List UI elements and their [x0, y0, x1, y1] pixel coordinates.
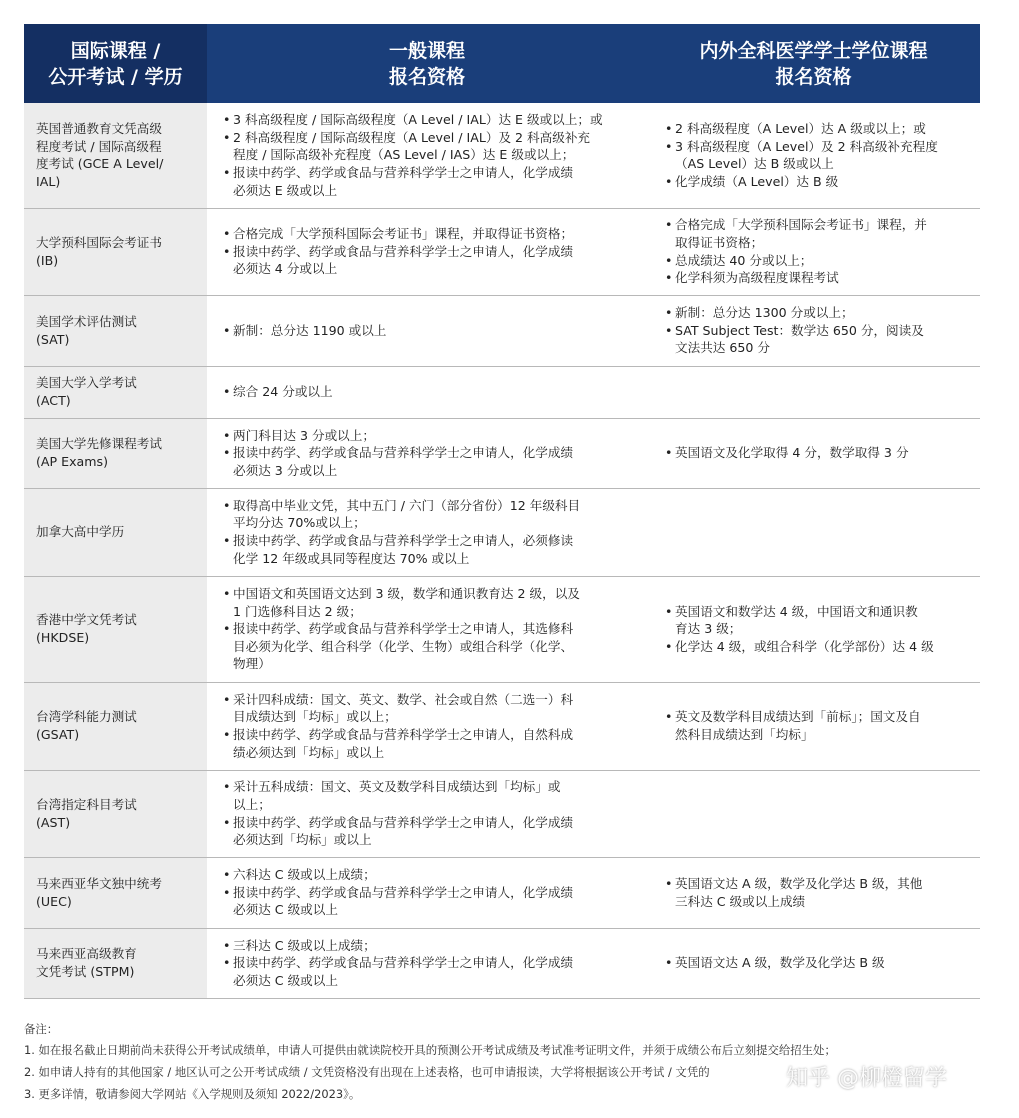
mbbs-requirements-cell	[647, 576, 980, 682]
requirement-item: • 报读中药学、药学或食品与营养科学学士之申请人，化学成绩 必须达 E 级或以上	[223, 164, 641, 199]
table-row	[24, 928, 980, 998]
requirement-item: • 英国语文和数学达 4 级，中国语文和通识教 育达 3 级；	[665, 603, 974, 638]
table-row	[24, 208, 980, 295]
requirement-item: • 英国语文达 A 级，数学及化学达 B 级，其他 三科达 C 级或以上成绩	[665, 875, 974, 910]
mbbs-requirements-cell	[647, 857, 980, 928]
requirement-item: • 报读中药学、药学或食品与营养科学学士之申请人，其选修科 目必须为化学、组合科学（化学、生物）或组合科学（化学、 物理）	[223, 620, 641, 673]
general-requirements-cell	[207, 576, 647, 682]
table-row	[24, 366, 980, 418]
requirements-table	[24, 24, 980, 999]
requirement-item: • 英文及数学科目成绩达到「前标」；国文及自 然科目成绩达到「均标」	[665, 708, 974, 743]
general-requirements-list	[223, 427, 641, 480]
row-label: 台湾指定科目考试 (AST)	[36, 796, 137, 830]
requirement-item: • 采计四科成绩：国文、英文、数学、社会或自然（二选一）科 目成绩达到「均标」或以上；	[223, 691, 641, 726]
requirement-item: • 报读中药学、药学或食品与营养科学学士之申请人，化学成绩 必须达 C 级或以上	[223, 954, 641, 989]
mbbs-requirements-cell	[647, 770, 980, 857]
requirement-item: • 总成绩达 40 分或以上；	[665, 252, 974, 270]
general-requirements-list	[223, 497, 641, 567]
requirement-item: • 新制：总分达 1300 分或以上；	[665, 304, 974, 322]
general-requirements-list	[223, 866, 641, 919]
requirement-item: • 2 科高级程度 / 国际高级程度（A Level / IAL）及 2 科高级补充 程度 / 国际高级补充程度（AS Level / IAS）达 E 级或以上；	[223, 129, 641, 164]
general-requirements-cell	[207, 295, 647, 366]
table-row	[24, 770, 980, 857]
note-item: 2. 如申请人持有的其他国家 / 地区认可之公开考试成绩 / 文凭资格没有出现在上述表格，也可申请报读，大学将根据该公开考试 / 文凭的	[24, 1065, 710, 1079]
requirement-item: • 化学科须为高级程度课程考试	[665, 269, 974, 287]
row-label-cell	[24, 857, 207, 928]
mbbs-requirements-list	[665, 708, 974, 743]
admission-requirements-sheet	[24, 24, 980, 999]
note-item: 3. 更多详情，敬请参阅大学网站《入学规则及须知 2022/2023》。	[24, 1087, 361, 1101]
table-row	[24, 857, 980, 928]
row-label-cell	[24, 295, 207, 366]
requirement-item: • 取得高中毕业文凭，其中五门 / 六门（部分省份）12 年级科目 平均分达 70%或以上；	[223, 497, 641, 532]
notes-title: 备注：	[24, 1022, 59, 1036]
row-label-cell	[24, 576, 207, 682]
general-requirements-list	[223, 937, 641, 990]
mbbs-requirements-list	[665, 954, 974, 972]
table-row	[24, 488, 980, 576]
mbbs-requirements-list	[665, 216, 974, 286]
general-requirements-list	[223, 383, 641, 401]
row-label: 马来西亚高级教育 文凭考试 (STPM)	[36, 946, 137, 979]
table-row	[24, 682, 980, 770]
table-header-row	[24, 24, 980, 103]
requirement-item: • 采计五科成绩：国文、英文及数学科目成绩达到「均标」或 以上；	[223, 778, 641, 813]
requirement-item: • 中国语文和英国语文达到 3 级，数学和通识教育达 2 级，以及 1 门选修科目达 2 级；	[223, 585, 641, 620]
requirement-item: • 合格完成「大学预科国际会考证书」课程，并 取得证书资格；	[665, 216, 974, 251]
header-curriculum: 国际课程 / 公开考试 / 学历	[24, 24, 207, 103]
requirement-item: • 化学达 4 级，或组合科学（化学部份）达 4 级	[665, 638, 974, 656]
row-label-cell	[24, 682, 207, 770]
requirement-item: • 三科达 C 级或以上成绩；	[223, 937, 641, 955]
mbbs-requirements-cell	[647, 295, 980, 366]
general-requirements-list	[223, 111, 641, 199]
requirement-item: • 两门科目达 3 分或以上；	[223, 427, 641, 445]
requirement-item: • 2 科高级程度（A Level）达 A 级或以上；或	[665, 120, 974, 138]
row-label: 香港中学文凭考试 (HKDSE)	[36, 612, 137, 645]
general-requirements-list	[223, 778, 641, 848]
row-label-cell	[24, 928, 207, 998]
mbbs-requirements-cell	[647, 208, 980, 295]
mbbs-requirements-list	[665, 444, 974, 462]
row-label: 大学预科国际会考证书 (IB)	[36, 234, 162, 268]
requirement-item: • 英国语文达 A 级，数学及化学达 B 级	[665, 954, 974, 972]
row-label: 美国大学入学考试 (ACT)	[36, 375, 137, 408]
mbbs-requirements-cell	[647, 928, 980, 998]
general-requirements-cell	[207, 366, 647, 418]
general-requirements-cell	[207, 103, 647, 208]
mbbs-requirements-cell	[647, 366, 980, 418]
general-requirements-cell	[207, 418, 647, 488]
row-label-cell	[24, 418, 207, 488]
general-requirements-cell	[207, 208, 647, 295]
general-requirements-cell	[207, 770, 647, 857]
mbbs-requirements-list	[665, 120, 974, 190]
note-item: 1. 如在报名截止日期前尚未获得公开考试成绩单，申请人可提供由就读院校开具的预测公开考试成绩及考试准考证明文件，并须于成绩公布后立刻提交给招生处；	[24, 1043, 836, 1057]
general-requirements-list	[223, 585, 641, 673]
requirement-item: • 报读中药学、药学或食品与营养科学学士之申请人，化学成绩 必须达到「均标」或以上	[223, 814, 641, 849]
general-requirements-list	[223, 691, 641, 761]
requirement-item: • 报读中药学、药学或食品与营养科学学士之申请人，化学成绩 必须达 C 级或以上	[223, 884, 641, 919]
general-requirements-list	[223, 322, 641, 340]
row-label-cell	[24, 208, 207, 295]
row-label: 台湾学科能力测试 (GSAT)	[36, 709, 137, 742]
row-label: 美国学术评估测试 (SAT)	[36, 313, 137, 347]
mbbs-requirements-cell	[647, 418, 980, 488]
requirement-item: • 3 科高级程度 / 国际高级程度（A Level / IAL）达 E 级或以上；或	[223, 111, 641, 129]
mbbs-requirements-cell	[647, 103, 980, 208]
table-row	[24, 295, 980, 366]
watermark: 知乎 @柳橙留学	[786, 1066, 947, 1091]
requirement-item: • 化学成绩（A Level）达 B 级	[665, 173, 974, 191]
general-requirements-cell	[207, 682, 647, 770]
row-label-cell	[24, 103, 207, 208]
requirement-item: • 3 科高级程度（A Level）及 2 科高级补充程度 （AS Level）达 B 级或以上	[665, 138, 974, 173]
requirement-item: • 报读中药学、药学或食品与营养科学学士之申请人，化学成绩 必须达 4 分或以上	[223, 243, 641, 278]
general-requirements-cell	[207, 488, 647, 576]
header-general-programme: 一般课程 报名资格	[207, 24, 647, 103]
row-label: 马来西亚华文独中统考 (UEC)	[36, 875, 162, 909]
mbbs-requirements-list	[665, 603, 974, 656]
requirement-item: • 六科达 C 级或以上成绩；	[223, 866, 641, 884]
row-label-cell	[24, 366, 207, 418]
requirement-item: • 合格完成「大学预科国际会考证书」课程，并取得证书资格；	[223, 225, 641, 243]
requirement-item: • 报读中药学、药学或食品与营养科学学士之申请人，自然科成 绩必须达到「均标」或以上	[223, 726, 641, 761]
mbbs-requirements-list	[665, 304, 974, 357]
requirement-item: • 综合 24 分或以上	[223, 383, 641, 401]
mbbs-requirements-cell	[647, 682, 980, 770]
requirement-item: • SAT Subject Test：数学达 650 分，阅读及 文法共达 650 分	[665, 322, 974, 357]
row-label: 美国大学先修课程考试 (AP Exams)	[36, 436, 162, 469]
table-row	[24, 576, 980, 682]
requirement-item: • 新制：总分达 1190 或以上	[223, 322, 641, 340]
requirement-item: • 报读中药学、药学或食品与营养科学学士之申请人，化学成绩 必须达 3 分或以上	[223, 444, 641, 479]
row-label-cell	[24, 488, 207, 576]
general-requirements-cell	[207, 857, 647, 928]
table-row	[24, 418, 980, 488]
header-mbbs-programme: 内外全科医学学士学位课程 报名资格	[647, 24, 980, 103]
row-label: 加拿大高中学历	[36, 524, 125, 540]
row-label-cell	[24, 770, 207, 857]
row-label: 英国普通教育文凭高级 程度考试 / 国际高级程 度考试 (GCE A Level/ IAL)	[36, 121, 164, 189]
requirement-item: • 英国语文及化学取得 4 分，数学取得 3 分	[665, 444, 974, 462]
requirement-item: • 报读中药学、药学或食品与营养科学学士之申请人，必须修读 化学 12 年级或具同等程度达 70% 或以上	[223, 532, 641, 567]
mbbs-requirements-list	[665, 875, 974, 910]
mbbs-requirements-cell	[647, 488, 980, 576]
general-requirements-cell	[207, 928, 647, 998]
table-row	[24, 103, 980, 208]
general-requirements-list	[223, 225, 641, 278]
